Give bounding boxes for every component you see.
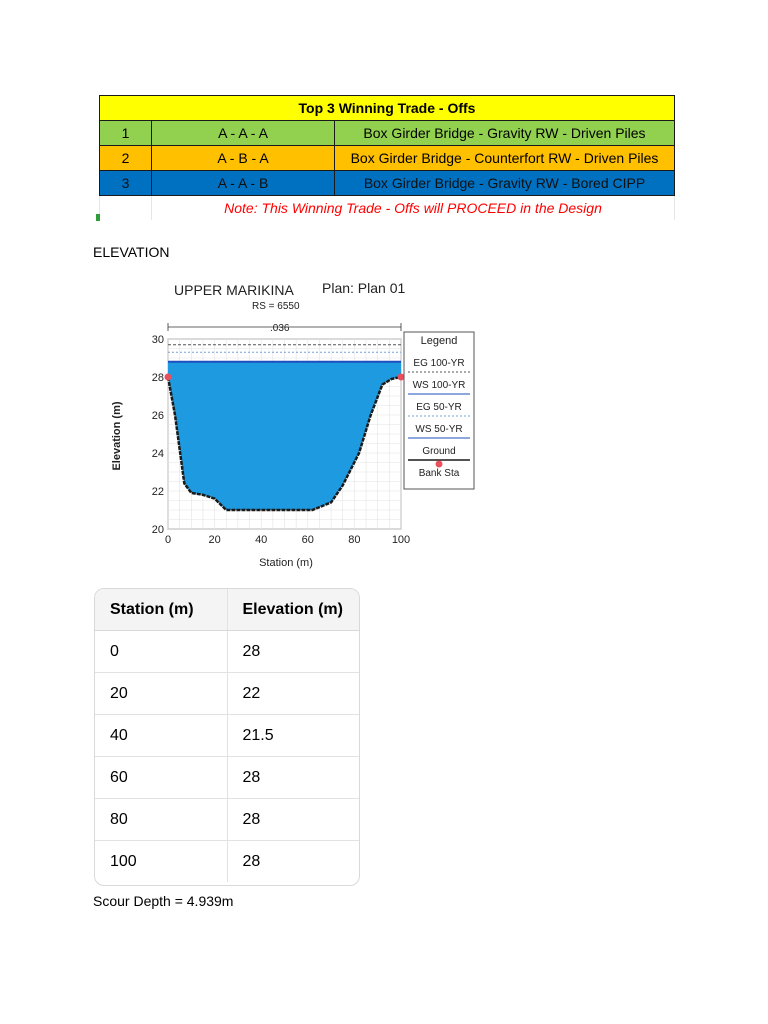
scour-depth-text: Scour Depth = 4.939m (93, 893, 234, 909)
legend-swatch (436, 461, 443, 468)
elevation-cell: 28 (227, 757, 359, 799)
legend-entry: Ground (422, 446, 456, 457)
elevation-chart (96, 276, 478, 576)
x-axis-label: Station (m) (259, 557, 313, 569)
station-cell: 100 (95, 841, 227, 883)
table-row (95, 631, 359, 673)
table-row (95, 715, 359, 757)
trade-code: A - A - A (152, 121, 335, 146)
elevation-cell: 22 (227, 673, 359, 715)
legend-entry: EG 100-YR (413, 358, 465, 369)
station-cell: 0 (110, 642, 119, 660)
station-cell: 40 (95, 715, 227, 757)
elevation-cell: 28 (227, 631, 359, 673)
elevation-cell: 28 (227, 841, 359, 883)
elevation-header: Elevation (m) (227, 589, 359, 631)
trade-row (100, 121, 675, 146)
legend-entry: WS 50-YR (415, 424, 463, 435)
cell-marker (96, 214, 100, 221)
y-tick-label: 28 (151, 372, 164, 384)
x-tick-label: 20 (208, 534, 221, 546)
legend-entry: WS 100-YR (412, 380, 466, 391)
chart-plot-area (152, 323, 410, 546)
trade-rank: 3 (100, 171, 152, 196)
trade-description: Box Girder Bridge - Gravity RW - Bored CIPP (335, 171, 675, 196)
trade-code: A - B - A (152, 146, 335, 171)
elevation-cell: 21.5 (227, 715, 359, 757)
trade-row (100, 171, 675, 196)
y-tick-label: 22 (151, 486, 164, 498)
y-tick-label: 24 (151, 448, 164, 460)
table-row (95, 799, 359, 841)
chart-plan: Plan: Plan 01 (322, 280, 406, 296)
y-tick-label: 26 (151, 410, 164, 422)
x-tick-label: 40 (255, 534, 268, 546)
station-cell: 60 (95, 757, 227, 799)
x-tick-label: 100 (391, 534, 411, 546)
x-tick-label: 0 (164, 534, 172, 546)
x-tick-label: 80 (348, 534, 361, 546)
trade-offs-title: Top 3 Winning Trade - Offs (100, 96, 675, 121)
y-tick-label: 20 (151, 524, 164, 536)
station-header: Station (m) (95, 589, 227, 631)
legend-entry: Bank Sta (418, 468, 460, 479)
x-tick-label: 60 (301, 534, 314, 546)
trade-row (100, 146, 675, 171)
station-elevation-table (94, 588, 360, 886)
chart-title: UPPER MARIKINA (174, 282, 294, 298)
legend-entry: Legend (420, 335, 458, 347)
trade-rank: 1 (100, 121, 152, 146)
trade-description: Box Girder Bridge - Gravity RW - Driven Piles (335, 121, 675, 146)
table-header-row (95, 589, 359, 631)
trade-code: A - A - B (152, 171, 335, 196)
trade-offs-table (99, 95, 675, 220)
table-row (95, 841, 359, 883)
table-row (95, 757, 359, 799)
chart-subtitle: RS = 6550 (252, 301, 300, 312)
bank-station-marker (165, 374, 172, 381)
y-tick-label: 30 (151, 334, 164, 346)
table-row (95, 673, 359, 715)
chart-top-annotation: .036 (270, 323, 290, 334)
station-cell: 80 (95, 799, 227, 841)
station-cell: 20 (95, 673, 227, 715)
trade-rank: 2 (100, 146, 152, 171)
trade-note: Note: This Winning Trade - Offs will PROCEED in the Design (152, 196, 675, 221)
y-axis-label: Elevation (m) (111, 401, 123, 471)
chart-legend (404, 332, 474, 489)
bank-station-marker (398, 374, 405, 381)
elevation-heading: ELEVATION (93, 244, 170, 260)
elevation-cell: 28 (227, 799, 359, 841)
legend-entry: EG 50-YR (416, 402, 462, 413)
trade-description: Box Girder Bridge - Counterfort RW - Driven Piles (335, 146, 675, 171)
